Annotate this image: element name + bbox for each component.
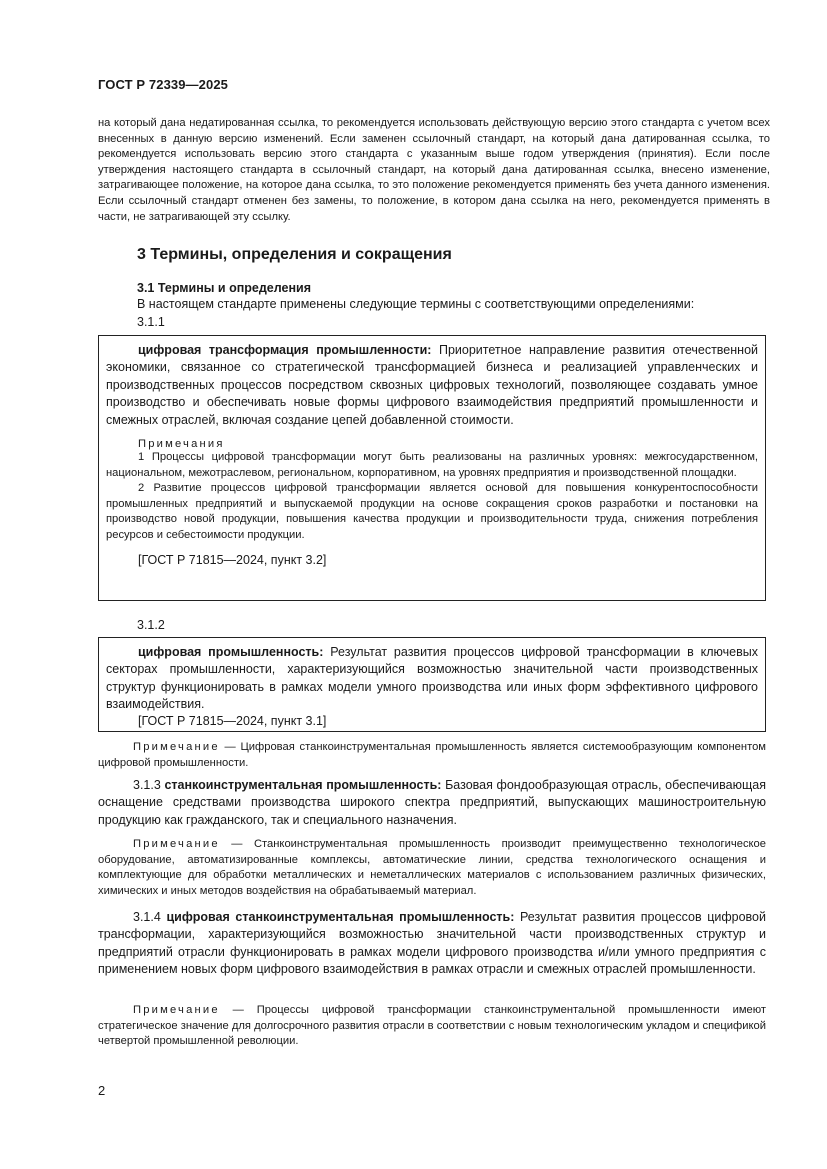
section-title: 3 Термины, определения и сокращения bbox=[137, 246, 452, 263]
term-definition-text: Базовая фондообразующая отрасль, обеспечивающая оснащение средствами производства широкого спектра предприятий, выпускающих машиностроительную продукцию как гражданского, так и специального назначения. bbox=[98, 778, 766, 827]
note-3-1-3 bbox=[98, 837, 766, 899]
note-1: 1 Процессы цифровой трансформации могут быть реализованы на различных уровнях: межгосударственном, национальном, межотраслевом, региональном, корпоративном, на уровнях предприятия и производственной площадки. bbox=[106, 451, 758, 479]
term-name: цифровая трансформация промышленности: bbox=[138, 343, 432, 357]
term-definition-3-1-1 bbox=[106, 342, 758, 429]
term-definition-text: Результат развития процессов цифровой трансформации в ключевых секторах промышленности, характеризующийся возможностью значительной части производственных структур функционировать в рамках модели умного производства или иных форм эффективного цифрового взаимодействия. bbox=[106, 645, 758, 712]
term-3-1-3 bbox=[98, 777, 766, 829]
note-3-1-2 bbox=[98, 740, 766, 771]
note-text: — Цифровая станкоинструментальная промышленность является системообразующим компонентом цифровой промышленности. bbox=[98, 741, 766, 769]
note-3-1-4 bbox=[98, 1003, 766, 1050]
term-box-3-1-2 bbox=[98, 637, 766, 732]
term-3-1-4 bbox=[98, 909, 766, 979]
note-text: — Процессы цифровой трансформации станкоинструментальной промышленности имеют стратегическое значение для долгосрочного развития отрасли в соответствии с новым технологическим укладом и спецификой четвертой промышленной революции. bbox=[98, 1004, 766, 1048]
term-number-3-1-2: 3.1.2 bbox=[137, 618, 165, 632]
term-definition-text: Результат развития процессов цифровой трансформации, характеризующийся возможностью значительной части производственных структур и предприятий отрасли функционировать в рамках модели цифрового производства и/или умного предприятия с применением новых форм цифрового взаимодействия в рамках отрасли и смежных отраслей промышленности. bbox=[98, 910, 766, 977]
note-label: Примечание bbox=[133, 741, 220, 753]
document-id-header: ГОСТ Р 72339—2025 bbox=[98, 77, 228, 92]
term-name: цифровая станкоинструментальная промышленность: bbox=[166, 910, 515, 924]
term-definition-text: Приоритетное направление развития отечественной экономики, связанное со стратегической трансформацией бизнеса и реализацией управленческих и производственных процессов посредством сквозных цифровых технологий, позволяющее создавать умное производство и обеспечивать новые формы цифрового взаимодействия предприятий промышленности и смежных отраслей, включая создание цепей добавленной стоимости. bbox=[106, 343, 759, 427]
term-definition-3-1-2 bbox=[106, 644, 758, 714]
source-reference: [ГОСТ Р 71815—2024, пункт 3.1] bbox=[138, 713, 327, 728]
note-2: 2 Развитие процессов цифровой трансформации является основой для повышения конкурентоспособности промышленных предприятий и выпускаемой продукции на основе сокращения сроков разработки и постановки на производство новой продукции, повышения качества продукции и производительности труда, снижения потребления ресурсов и себестоимости продукции. bbox=[106, 482, 758, 541]
term-box-3-1-1 bbox=[98, 335, 766, 601]
subsection-lead: В настоящем стандарте применены следующие термины с соответствующими определениями: bbox=[137, 297, 695, 311]
notes-label: Примечания bbox=[138, 438, 225, 451]
subsection-title: 3.1 Термины и определения bbox=[137, 281, 311, 295]
note-label: Примечание bbox=[133, 838, 220, 850]
intro-paragraph: на который дана недатированная ссылка, то рекомендуется использовать действующую версию этого стандарта с учетом всех внесенных в данную версию изменений. Если заменен ссылочный стандарт, на который дана датированная ссылка, то рекомендуется использовать версию этого стандарта с указанным выше годом утверждения (принятия). Если после утверждения настоящего стандарта в ссылочный стандарт, на который дана датированная ссылка, внесено изменение, затрагивающее положение, на которое дана ссылка, то это положение рекомендуется применять без учета данного изменения. Если ссылочный стандарт отменен без замены, то положение, в котором дана ссылка на него, рекомендуется применять в части, не затрагивающей эту ссылку. bbox=[98, 117, 770, 223]
source-reference: [ГОСТ Р 71815—2024, пункт 3.2] bbox=[138, 552, 327, 567]
term-number: 3.1.4 bbox=[133, 910, 161, 924]
term-number-3-1-1: 3.1.1 bbox=[137, 315, 165, 329]
note-text: — Станкоинструментальная промышленность производит преимущественно технологическое оборудование, автоматизированные комплексы, автоматические линии, средства технологического оснащения и комплектующие для обработки металлических и неметаллических материалов с использованием различных физических, химических и иных методов воздействия на обрабатываемый материал. bbox=[98, 838, 766, 897]
term-name: станкоинструментальная промышленность: bbox=[164, 778, 442, 792]
page-number: 2 bbox=[98, 1083, 106, 1098]
term-number: 3.1.3 bbox=[133, 778, 161, 792]
term-name: цифровая промышленность: bbox=[138, 645, 324, 659]
note-label: Примечание bbox=[133, 1004, 220, 1016]
